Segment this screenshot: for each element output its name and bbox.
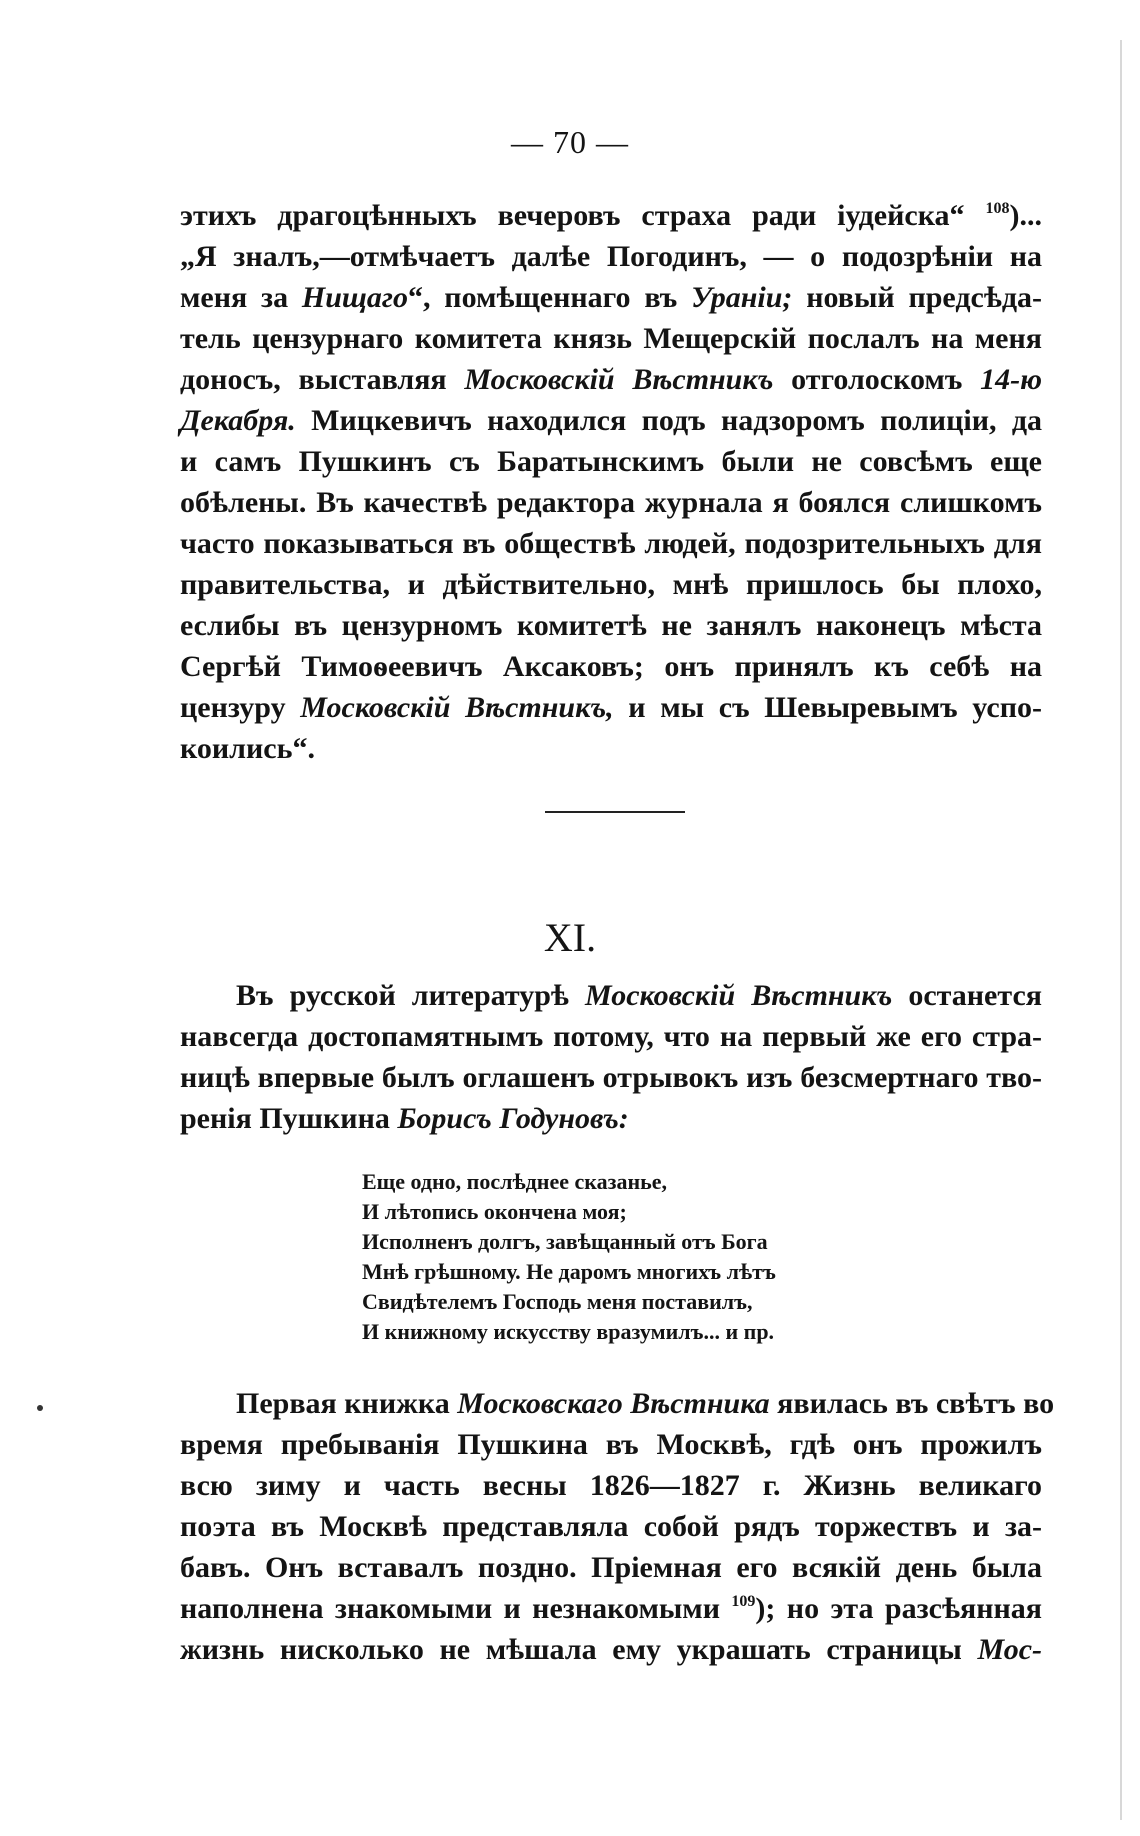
text-line: Сергѣй Тимоѳеевичъ Аксаковъ; онъ принялъ къ себѣ на	[180, 650, 1042, 683]
paragraph-pogodin-quote	[180, 195, 1042, 769]
text-line: „Я зналъ,—отмѣчаетъ далѣе Погодинъ, — о подозрѣніи на	[180, 240, 1042, 273]
text-line: Въ русской литературѣ Московскій Вѣстникъ останется	[236, 979, 1042, 1012]
text-line: меня за Нищаго“, помѣщеннаго въ Ураніи; новый предсѣда-	[180, 281, 1042, 314]
verse-line: И книжному искусству вразумилъ... и пр.	[362, 1319, 775, 1344]
footnote-marker-109[interactable]: 109	[731, 1593, 756, 1610]
text-line: тель цензурнаго комитета князь Мещерскій послалъ на меня	[180, 322, 1042, 355]
section-divider	[545, 811, 685, 813]
text-line: поэта въ Москвѣ представляла собой рядъ торжествъ и за-	[180, 1510, 1042, 1543]
verse-quotation	[362, 1167, 882, 1347]
footnote-marker-108[interactable]: 108	[985, 200, 1010, 217]
text-line: всю зиму и часть весны 1826—1827 г. Жизнь великаго	[180, 1469, 1042, 1502]
paragraph-first-issue	[180, 1383, 1055, 1670]
text-line: время пребыванія Пушкина въ Москвѣ, гдѣ онъ прожилъ	[180, 1428, 1042, 1461]
page-number: — 70 —	[511, 124, 629, 160]
verse-line: Мнѣ грѣшному. Не даромъ многихъ лѣтъ	[362, 1259, 776, 1284]
text-line: ренія Пушкина Борисъ Годуновъ:	[180, 1102, 629, 1135]
text-line: навсегда достопамятнымъ потому, что на первый же его стра-	[180, 1020, 1042, 1053]
verse-line: Исполненъ долгъ, завѣщанный отъ Бога	[362, 1229, 768, 1254]
section-heading: XI.	[543, 915, 597, 960]
text-line: правительства, и дѣйствительно, мнѣ пришлось бы плохо,	[180, 568, 1042, 601]
text-line: Первая книжка Московскаго Вѣстника явилась въ свѣтъ во	[236, 1387, 1055, 1420]
text-line: Декабря. Мицкевичъ находился подъ надзоромъ полиціи, да	[180, 404, 1042, 437]
verse-line: Еще одно, послѣднее сказанье,	[362, 1169, 668, 1194]
text-line: часто показываться въ обществѣ людей, подозрительныхъ для	[180, 527, 1042, 560]
text-line: бавъ. Онъ вставалъ поздно. Пріемная его всякій день была	[180, 1551, 1042, 1584]
verse-line: Свидѣтелемъ Господь меня поставилъ,	[362, 1289, 753, 1314]
text-line: наполнена знакомыми и незнакомыми $^{109}$); но эта разсѣянная	[180, 1592, 1043, 1625]
text-line: и самъ Пушкинъ съ Баратынскимъ были не совсѣмъ еще	[180, 445, 1042, 478]
text-line: цензуру Московскій Вѣстникъ, и мы съ Шевыревымъ успо-	[180, 691, 1042, 724]
text-line: ницѣ впервые былъ оглашенъ отрывокъ изъ безсмертнаго тво-	[180, 1061, 1042, 1094]
text-line: коились“.	[180, 732, 315, 765]
margin-mark	[37, 1405, 43, 1411]
text-line: этихъ драгоцѣнныхъ вечеровъ страха ради іудейска“ $^{108}$)...	[180, 199, 1042, 232]
text-line: жизнь нисколько не мѣшала ему украшать страницы Мос-	[180, 1633, 1042, 1666]
text-line: доносъ, выставляя Московскій Вѣстникъ отголоскомъ 14-ю	[180, 363, 1042, 396]
verse-line: И лѣтопись окончена моя;	[362, 1199, 627, 1224]
paragraph-moskovsky-vestnik	[180, 975, 1042, 1139]
text-line: еслибы въ цензурномъ комитетѣ не занялъ наконецъ мѣста	[180, 609, 1042, 642]
text-line: обѣлены. Въ качествѣ редактора журнала я боялся слишкомъ	[180, 486, 1042, 519]
